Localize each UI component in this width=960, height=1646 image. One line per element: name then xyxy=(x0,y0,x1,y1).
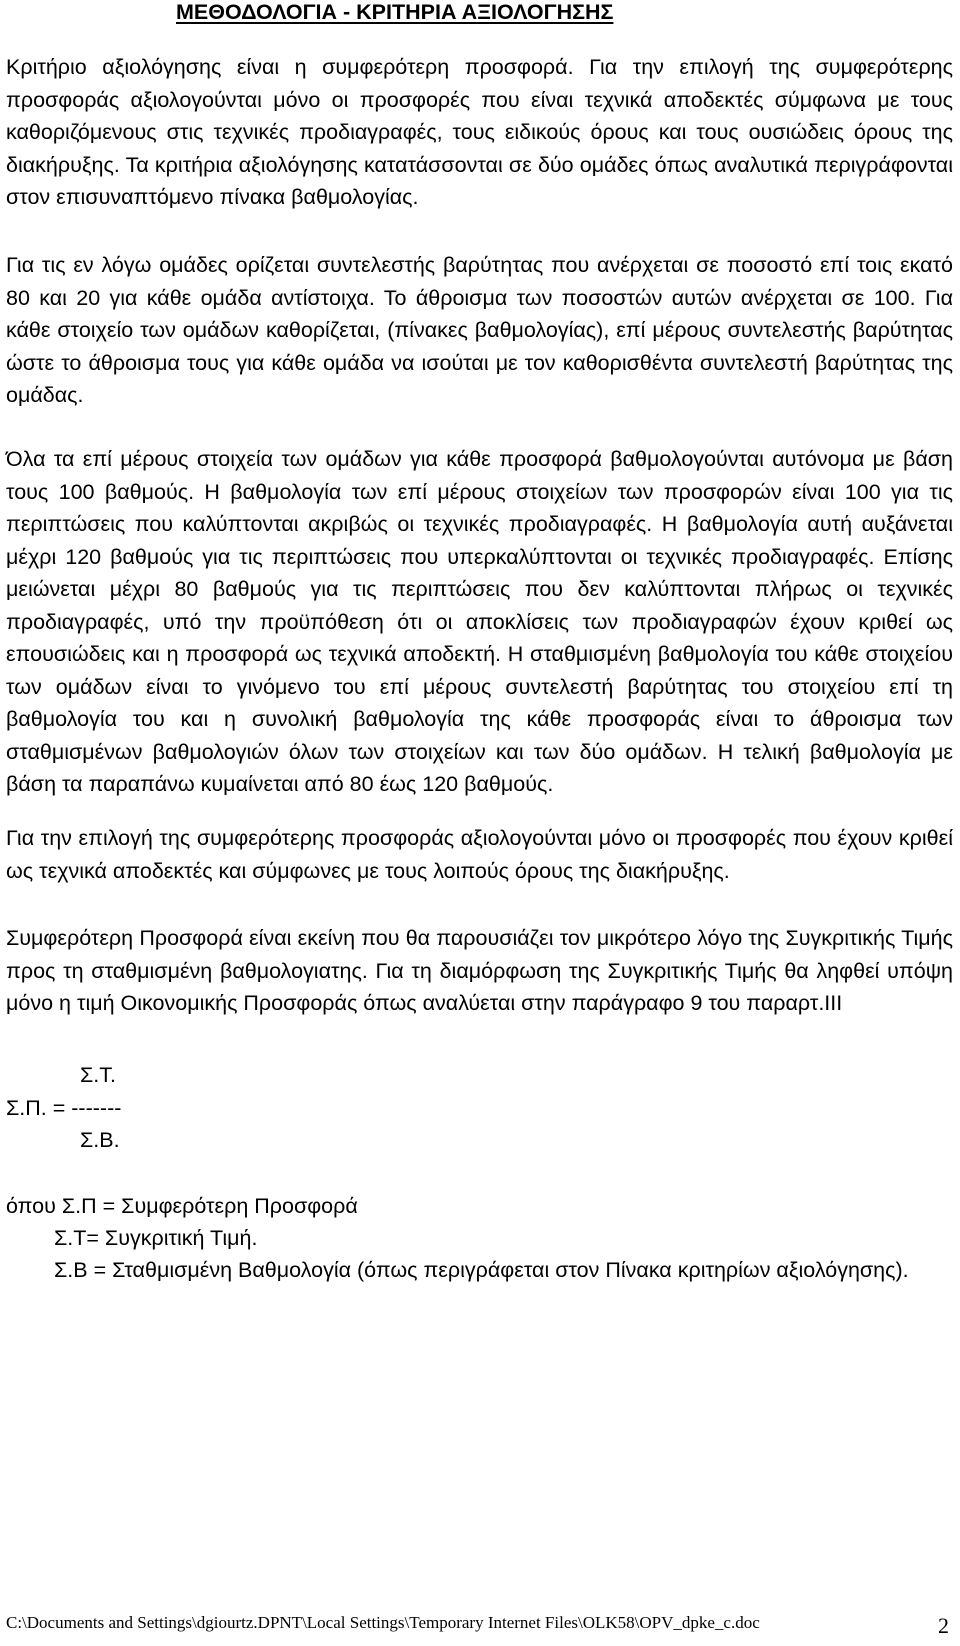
paragraph-criterion: Κριτήριο αξιολόγησης είναι η συμφερότερη προσφορά. Για την επιλογή της συμφερότερης προσφοράς αξιολογούνται μόνο οι προσφορές που είναι τεχνικά αποδεκτές σύμφωνα με τους καθοριζόμενους στις τεχνικές προδιαγραφές, τους ειδικούς όρους και τους ουσιώδεις όρους της διακήρυξης. Τα κριτήρια αξιολόγησης κατατάσσονται σε δύο ομάδες όπως αναλυτικά περιγράφονται στον επισυναπτόμενο πίνακα βαθμολογίας. xyxy=(6,55,953,209)
formula-lhs: Σ.Π. = ------- xyxy=(6,1096,122,1120)
definition-best-offer: όπου Σ.Π = Συμφερότερη Προσφορά xyxy=(6,1194,358,1218)
definition-comparative-price: Σ.Τ= Συγκριτική Τιμή. xyxy=(54,1226,258,1250)
page-number: 2 xyxy=(938,1613,949,1638)
definition-weighted-score: Σ.Β = Σταθμισμένη Βαθμολογία (όπως περιγράφεται στον Πίνακα κριτηρίων αξιολόγησης). xyxy=(54,1258,909,1282)
paragraph-scoring: Όλα τα επί μέρους στοιχεία των ομάδων για κάθε προσφορά βαθμολογούνται αυτόνομα με βάση τους 100 βαθμούς. Η βαθμολογία των επί μέρους στοιχείων των προσφορών είναι 100 για τις περιπτώσεις που καλύπτονται ακριβώς οι τεχνικές προδιαγραφές. Η βαθμολογία αυτή αυξάνεται μέχρι 120 βαθμούς για τις περιπτώσεις που υπερκαλύπτονται οι τεχνικές προδιαγραφές. Επίσης μειώνεται μέχρι 80 βαθμούς για τις περιπτώσεις που δεν καλύπτονται πλήρως οι τεχνικές προδιαγραφές, υπό την προϋπόθεση ότι οι αποκλίσεις των προδιαγραφών έχουν κριθεί ως επουσιώδεις και η προσφορά ως τεχνικά αποδεκτή. Η σταθμισμένη βαθμολογία του κάθε στοιχείου των ομάδων είναι το γινόμενο του επί μέρους συντελεστή βαρύτητας του στοιχείου επί τη βαθμολογία του και η συνολική βαθμολογία της κάθε προσφοράς είναι το άθροισμα των σταθμισμένων βαθμολογιών όλων των στοιχείων και των δύο ομάδων. Η τελική βαθμολογία με βάση τα παραπάνω κυμαίνεται από 80 έως 120 βαθμούς. xyxy=(6,447,953,796)
paragraph-best-offer: Συμφερότερη Προσφορά είναι εκείνη που θα παρουσιάζει τον μικρότερο λόγο της Συγκριτικής Τιμής προς τη σταθμισμένη βαθμολογιατης. Για τη διαμόρφωση της Συγκριτικής Τιμής θα ληφθεί υπόψη μόνο η τιμή Οικονομικής Προσφοράς όπως αναλύεται στην παράγραφο 9 του παραρτ.ΙΙΙ xyxy=(6,926,953,1015)
paragraph-selection: Για την επιλογή της συμφερότερης προσφοράς αξιολογούνται μόνο οι προσφορές που έχουν κριθεί ως τεχνικά αποδεκτές και σύμφωνες με τους λοιπούς όρους της διακήρυξης. xyxy=(6,826,953,883)
paragraph-weight-factors: Για τις εν λόγω ομάδες ορίζεται συντελεστής βαρύτητας που ανέρχεται σε ποσοστό επί τοις εκατό 80 και 20 για κάθε ομάδα αντίστοιχα. Το άθροισμα των ποσοστών αυτών ανέρχεται σε 100. Για κάθε στοιχείο των ομάδων καθορίζεται, (πίνακες βαθμολογίας), επί μέρους συντελεστής βαρύτητας ώστε το άθροισμα τους για κάθε ομάδα να ισούται με τον καθορισθέντα συντελεστή βαρύτητας της ομάδας. xyxy=(6,253,953,407)
document-title: ΜΕΘΟΔΟΛΟΓΙΑ - ΚΡΙΤΗΡΙΑ ΑΞΙΟΛΟΓΗΣΗΣ xyxy=(176,0,614,24)
formula-denominator: Σ.Β. xyxy=(80,1128,120,1152)
footer-file-path: C:\Documents and Settings\dgiourtz.DPNT\Local Settings\Temporary Internet Files\OLK58\OPV_dpke_c.doc xyxy=(6,1613,760,1632)
formula-numerator: Σ.Τ. xyxy=(80,1063,117,1087)
